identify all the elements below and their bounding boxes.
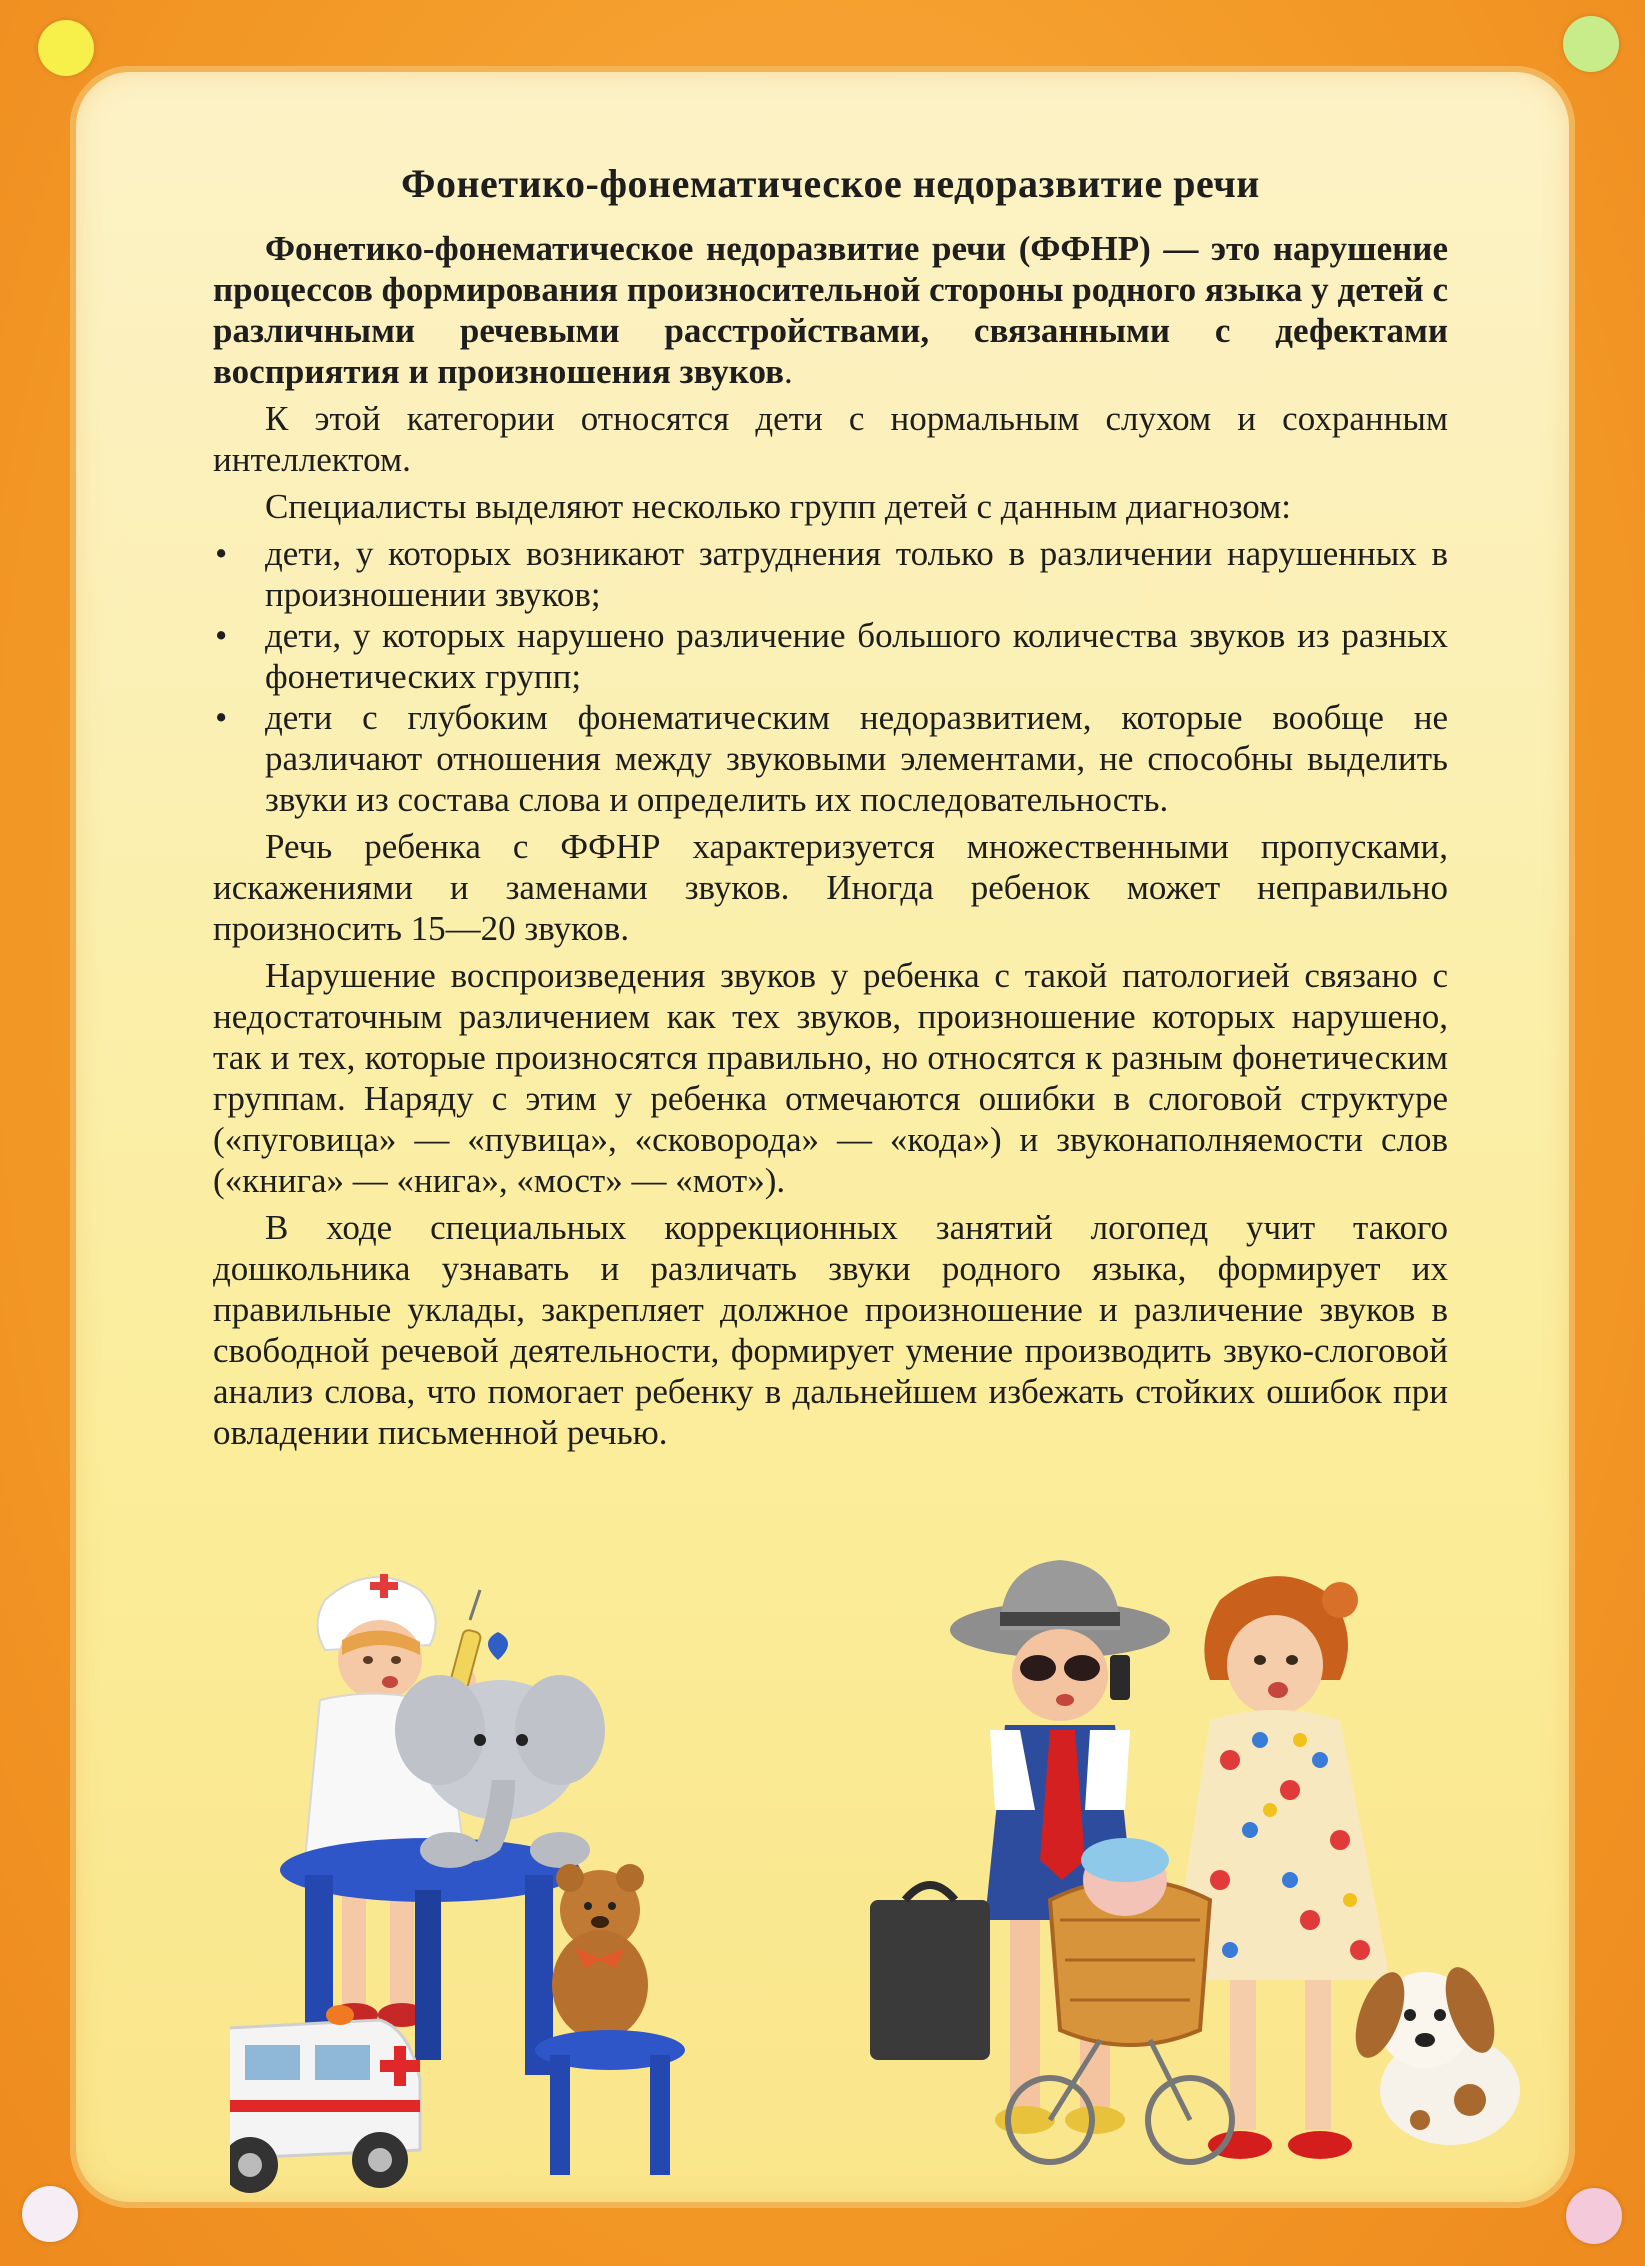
dog-toy: [1346, 1961, 1520, 2145]
bullet: •: [215, 616, 228, 655]
paragraph-speech: Речь ребенка с ФФНР характеризуется множественными пропусками, искажениями и заменами звуков. Иногда ребенок может неправильно произносить 15—20 звуков.: [213, 827, 1448, 948]
bullet: •: [215, 534, 228, 573]
girl-figure: [1170, 1576, 1390, 2159]
ambulance-toy: [230, 2005, 420, 2193]
list-item-text: дети с глубоким фонематическим недоразвитием, которые вообще не различают отношения между звуковыми элементами, не способны выделить звуки из состава слова и определить их последовательность.: [265, 698, 1448, 819]
page-title: Фонетико-фонематическое недоразвитие речи: [401, 161, 1260, 206]
groups-list: [213, 533, 1448, 820]
paragraph-groups-intro: Специалисты выделяют несколько групп детей с данным диагнозом:: [265, 487, 1291, 526]
intro-paragraph: [213, 228, 1448, 392]
teddy-bear-toy: [552, 1864, 648, 2040]
list-item-text: дети, у которых нарушено различение большого количества звуков из разных фонетических групп;: [265, 616, 1448, 696]
bullet: •: [215, 698, 228, 737]
paragraph-violation: Нарушение воспроизведения звуков у ребенка с такой патологией связано с недостаточным различением как тех звуков, произношение которых нарушено, так и тех, которые произносятся правильно, но относятся к разным фонетическим группам. Наряду с этим у ребенка отмечаются ошибки в слоговой структуре («пуговица» — «пувица», «сковорода» — «кода») и звуконаполняемости слов («книга» — «нига», «мост» — «мот»).: [213, 956, 1448, 1200]
paragraph-category: К этой категории относятся дети с нормальным слухом и сохранным интеллектом.: [213, 399, 1448, 479]
children-illustration: [230, 1560, 1530, 2210]
blue-stool: [535, 2030, 685, 2175]
paragraph-correction: В ходе специальных коррекционных занятий логопед учит такого дошкольника узнавать и различать звуки родного языка, формирует их правильные уклады, закрепляет должное произношение и различение звуков в свободной речевой деятельности, формирует умение производить звуко-слоговой анализ слова, что помогает ребенку в дальнейшем избежать стойких ошибок при овладении письменной речью.: [213, 1208, 1448, 1452]
briefcase: [870, 1885, 990, 2060]
corner-dot-bottom-left: [22, 2186, 78, 2242]
article: [213, 160, 1448, 1459]
intro-text: Фонетико-фонематическое недоразвитие речи (ФФНР) — это нарушение процессов формирования произносительной стороны родного языка у детей с различными речевыми расстройствами, связанными с дефектами восприятия и произношения звуков: [213, 229, 1448, 391]
list-item-text: дети, у которых возникают затруднения только в различении нарушенных в произношении звуков;: [265, 534, 1448, 614]
corner-dot-top-left: [38, 20, 94, 76]
corner-dot-bottom-right: [1566, 2188, 1622, 2244]
intro-end: .: [784, 352, 793, 391]
list-item: [213, 697, 1448, 820]
list-item: [213, 533, 1448, 615]
corner-dot-top-right: [1563, 16, 1619, 72]
list-item: [213, 615, 1448, 697]
